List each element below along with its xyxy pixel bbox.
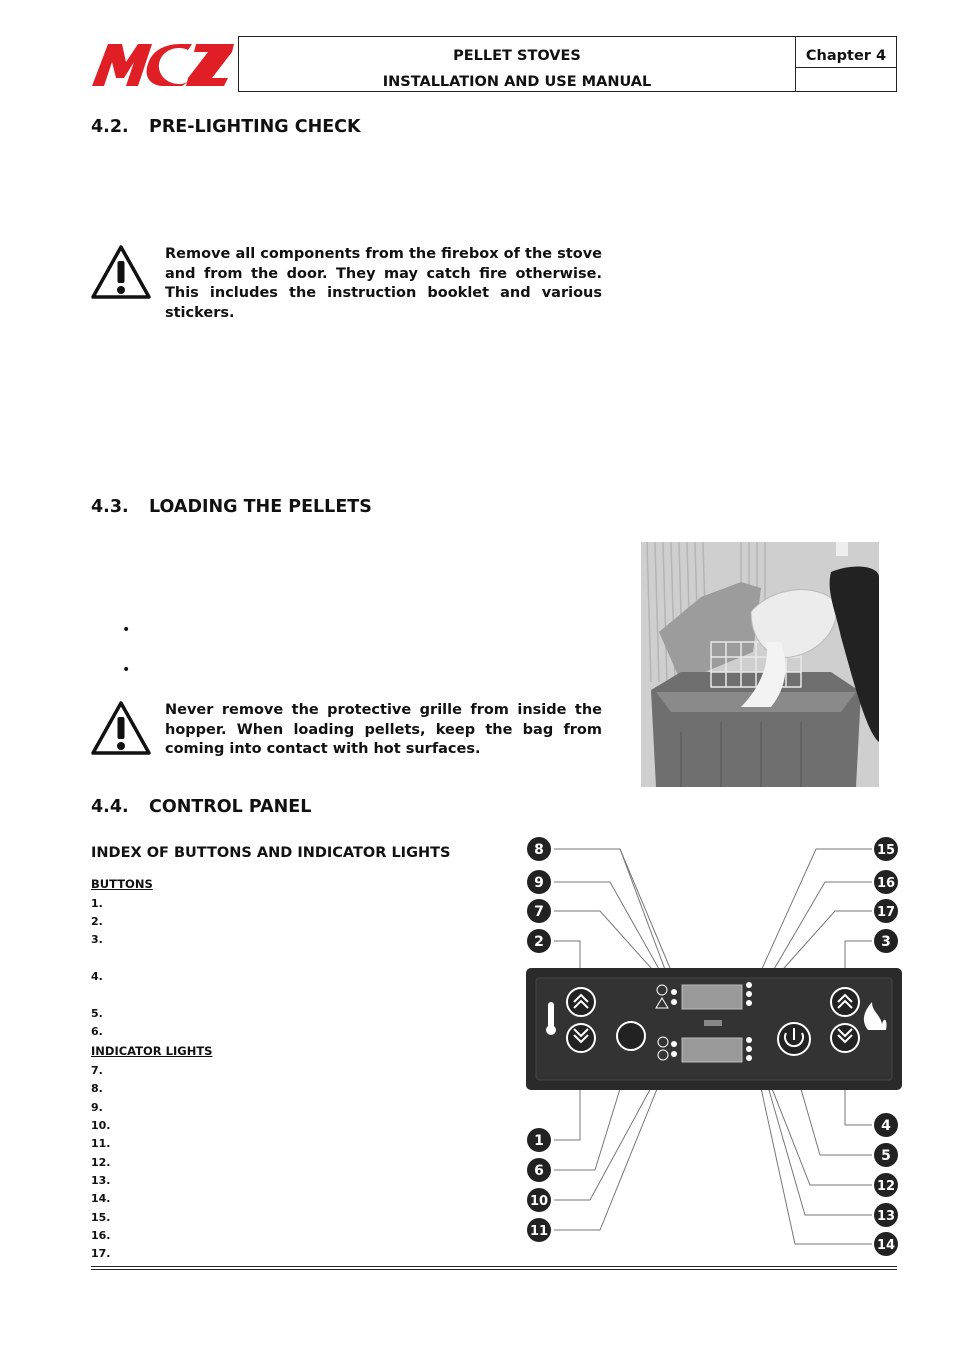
light-item: 8. bbox=[91, 1082, 103, 1095]
callout-9: 9 bbox=[534, 875, 544, 891]
warning-triangle-icon bbox=[90, 244, 152, 300]
callout-15: 15 bbox=[876, 843, 896, 858]
light-item: 11. bbox=[91, 1137, 111, 1150]
index-title: INDEX OF BUTTONS AND INDICATOR LIGHTS bbox=[91, 845, 451, 861]
callout-16: 16 bbox=[876, 876, 896, 891]
light-item: 9. bbox=[91, 1101, 103, 1114]
light-item: 13. bbox=[91, 1174, 111, 1187]
footer-rule bbox=[91, 1269, 897, 1270]
callout-10: 10 bbox=[529, 1194, 549, 1209]
bullet-2: • bbox=[122, 662, 131, 678]
callout-2: 2 bbox=[534, 934, 544, 950]
callout-7: 7 bbox=[534, 904, 544, 920]
bullet-1: • bbox=[122, 622, 131, 638]
callout-12: 12 bbox=[876, 1179, 896, 1194]
header-title-line2: INSTALLATION AND USE MANUAL bbox=[382, 74, 652, 90]
light-item: 17. bbox=[91, 1247, 111, 1260]
callout-6: 6 bbox=[534, 1163, 544, 1179]
warning-text-firebox: Remove all components from the firebox of the stove and from the door. They may catch fire otherwise. This includes the instruction booklet and various stickers. bbox=[165, 246, 602, 321]
light-item: 12. bbox=[91, 1156, 111, 1169]
callout-11: 11 bbox=[529, 1224, 549, 1239]
callout-4: 4 bbox=[881, 1118, 891, 1134]
section-number: 4.3. bbox=[91, 497, 129, 517]
light-item: 10. bbox=[91, 1119, 111, 1132]
warning-triangle-icon bbox=[90, 700, 152, 756]
buttons-label: BUTTONS bbox=[91, 877, 153, 891]
control-panel-diagram bbox=[520, 830, 910, 1260]
button-item: 4. bbox=[91, 970, 103, 983]
pellet-loading-photo bbox=[641, 542, 879, 787]
light-item: 7. bbox=[91, 1064, 103, 1077]
header-title-line1: PELLET STOVES bbox=[453, 48, 581, 64]
section-number: 4.2. bbox=[91, 117, 129, 137]
display-bottom bbox=[682, 1038, 742, 1062]
section-title: LOADING THE PELLETS bbox=[149, 497, 372, 517]
callout-8: 8 bbox=[534, 842, 544, 858]
light-item: 16. bbox=[91, 1229, 111, 1242]
callout-1: 1 bbox=[534, 1133, 544, 1149]
mcz-logo bbox=[92, 44, 234, 86]
section-title: PRE-LIGHTING CHECK bbox=[149, 117, 361, 137]
light-item: 15. bbox=[91, 1211, 111, 1224]
callout-13: 13 bbox=[876, 1209, 896, 1224]
footer-rule bbox=[91, 1266, 897, 1267]
callout-14: 14 bbox=[876, 1238, 896, 1253]
callout-3: 3 bbox=[881, 934, 891, 950]
button-item: 2. bbox=[91, 915, 103, 928]
section-title: CONTROL PANEL bbox=[149, 797, 312, 817]
section-number: 4.4. bbox=[91, 797, 129, 817]
header-table bbox=[238, 36, 897, 92]
button-1-down[interactable] bbox=[567, 1024, 595, 1052]
header-title-cell bbox=[239, 37, 796, 91]
section-4-4-heading bbox=[91, 797, 311, 817]
button-item: 6. bbox=[91, 1025, 103, 1038]
button-item: 3. bbox=[91, 933, 103, 946]
button-item: 1. bbox=[91, 897, 103, 910]
indicator-lights-label: INDICATOR LIGHTS bbox=[91, 1044, 213, 1058]
display-top bbox=[682, 985, 742, 1009]
warning-text-hopper: Never remove the protective grille from inside the hopper. When loading pellets, keep the bag from coming into contact with hot surfaces. bbox=[165, 702, 602, 757]
header-chapter-cell bbox=[796, 37, 896, 91]
button-4-down[interactable] bbox=[831, 1024, 859, 1052]
button-6[interactable] bbox=[617, 1022, 645, 1050]
section-4-2-heading bbox=[91, 117, 361, 137]
callout-17: 17 bbox=[876, 905, 896, 920]
button-item: 5. bbox=[91, 1007, 103, 1020]
callout-5: 5 bbox=[881, 1148, 891, 1164]
light-item: 14. bbox=[91, 1192, 111, 1205]
chapter-label: Chapter 4 bbox=[796, 37, 896, 68]
section-4-3-heading bbox=[91, 497, 372, 517]
